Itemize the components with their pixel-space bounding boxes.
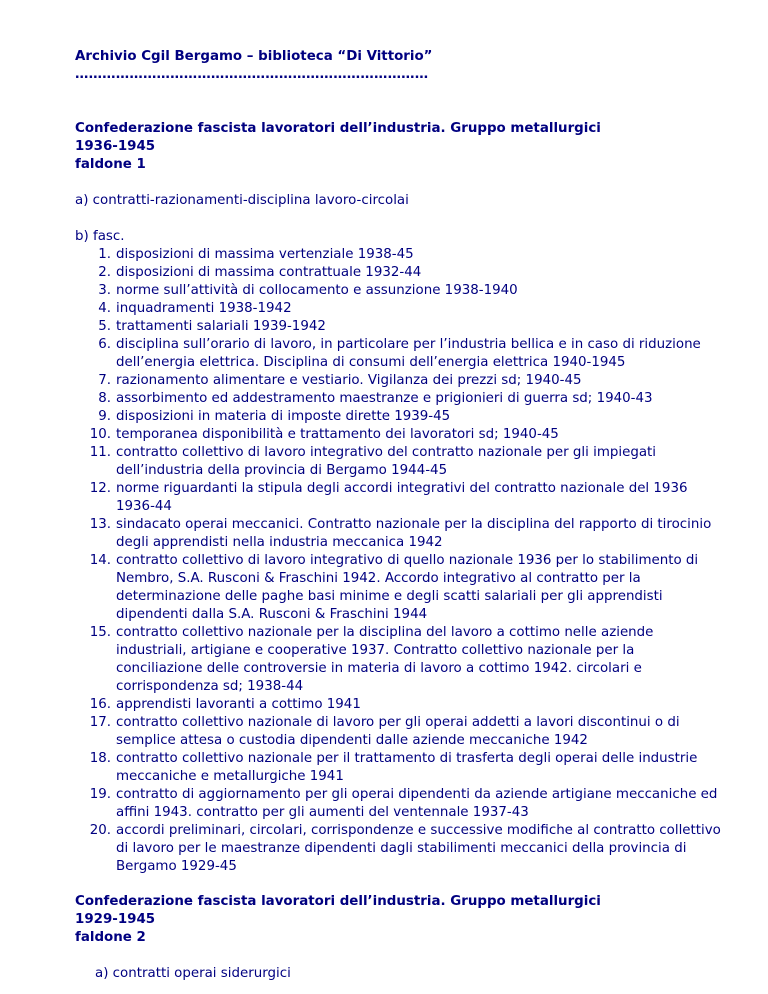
- section-title: Confederazione fascista lavoratori dell’industria. Gruppo metallurgici: [75, 121, 601, 136]
- list-item-text: contratto collettivo di lavoro integrativo del contratto nazionale per gli impiegati: [116, 445, 657, 460]
- list-item-number: 3.: [98, 283, 111, 298]
- list-item-text: degli apprendisti nella industria meccanica 1942: [116, 535, 443, 550]
- list-item: [75, 318, 735, 336]
- section-years: 1929-1945: [75, 912, 156, 927]
- list-item-number: 4.: [98, 301, 111, 316]
- list-item-text: trattamenti salariali 1939-1942: [116, 319, 326, 334]
- list-item-text: inquadramenti 1938-1942: [116, 301, 292, 316]
- list-item: [75, 336, 735, 372]
- archive-title: Archivio Cgil Bergamo – biblioteca “Di Vittorio”: [75, 49, 433, 64]
- list-item-text: norme riguardanti la stipula degli accordi integrativi del contratto nazionale del 1936: [116, 481, 688, 496]
- list-item-text: disposizioni in materia di imposte dirette 1939-45: [116, 409, 451, 424]
- list-item-number: 11.: [89, 445, 111, 460]
- list-item-text: assorbimento ed addestramento maestranze e prigionieri di guerra sd; 1940-43: [116, 391, 653, 406]
- list-item-number: 6.: [98, 337, 111, 352]
- list-item: [75, 390, 735, 408]
- item-a: a) contratti-razionamenti-disciplina lavoro-circolai: [75, 193, 409, 208]
- list-item: [75, 516, 735, 552]
- list-item-number: 19.: [89, 787, 111, 802]
- item-b: b) fasc.: [75, 229, 125, 244]
- list-item-number: 7.: [98, 373, 111, 388]
- list-item-number: 13.: [89, 517, 111, 532]
- list-item-text: disposizioni di massima vertenziale 1938-45: [116, 247, 414, 262]
- section-faldone-2: [75, 893, 735, 983]
- list-item-text: norme sull’attività di collocamento e assunzione 1938-1940: [116, 283, 518, 298]
- list-item-text: di lavoro per le maestranze dipendenti dagli stabilimenti meccanici della provincia di: [116, 841, 687, 856]
- section-title: Confederazione fascista lavoratori dell’industria. Gruppo metallurgici: [75, 894, 601, 909]
- list-item-text: meccaniche e metallurgiche 1941: [116, 769, 344, 784]
- list-item-text: corrispondenza sd; 1938-44: [116, 679, 304, 694]
- list-item-text: razionamento alimentare e vestiario. Vigilanza dei prezzi sd; 1940-45: [116, 373, 582, 388]
- list-item: [75, 372, 735, 390]
- list-item-text: accordi preliminari, circolari, corrispondenze e successive modifiche al contratto collettivo: [116, 823, 721, 838]
- list-item-text: industriali, artigiane e cooperative 1937. Contratto collettivo nazionale per la: [116, 643, 635, 658]
- list-item-number: 18.: [89, 751, 111, 766]
- list-item: [75, 822, 735, 876]
- list-item-text: sindacato operai meccanici. Contratto nazionale per la disciplina del rapporto di tirocinio: [116, 517, 712, 532]
- list-item-number: 17.: [89, 715, 111, 730]
- list-item-text: affini 1943. contratto per gli aumenti del ventennale 1937-43: [116, 805, 529, 820]
- list-item-text: Nembro, S.A. Rusconi & Fraschini 1942. Accordo integrativo al contratto per la: [116, 571, 641, 586]
- list-item-text: dell’industria della provincia di Bergamo 1944-45: [116, 463, 448, 478]
- list-item-text: contratto collettivo nazionale per la disciplina del lavoro a cottimo nelle aziende: [116, 625, 654, 640]
- list-item-number: 9.: [98, 409, 111, 424]
- list-item: [75, 624, 735, 696]
- list-item: [75, 426, 735, 444]
- list-item-text: Bergamo 1929-45: [116, 859, 237, 874]
- list-item-text: determinazione delle paghe basi minime e degli scatti salariali per gli apprendisti: [116, 589, 663, 604]
- list-item: [75, 552, 735, 624]
- fascicle-list: [75, 246, 735, 876]
- list-item: [75, 282, 735, 300]
- list-item: [75, 714, 735, 750]
- list-item: [75, 246, 735, 264]
- list-item-number: 1.: [98, 247, 111, 262]
- list-item-number: 16.: [89, 697, 111, 712]
- list-item-text: disposizioni di massima contrattuale 1932-44: [116, 265, 422, 280]
- section-years: 1936-1945: [75, 139, 156, 154]
- list-item-text: dell’energia elettrica. Disciplina di consumi dell’energia elettrica 1940-1945: [116, 355, 626, 370]
- list-item-number: 14.: [89, 553, 111, 568]
- list-item: [75, 408, 735, 426]
- document-page: [75, 48, 735, 983]
- list-item: [75, 696, 735, 714]
- list-item: [75, 480, 735, 516]
- list-item-number: 2.: [98, 265, 111, 280]
- list-item-text: 1936-44: [116, 499, 172, 514]
- list-item-number: 10.: [89, 427, 111, 442]
- list-item-number: 8.: [98, 391, 111, 406]
- section-faldone: faldone 2: [75, 930, 146, 945]
- list-item-number: 20.: [89, 823, 111, 838]
- list-item: [75, 444, 735, 480]
- list-item-text: temporanea disponibilità e trattamento dei lavoratori sd; 1940-45: [116, 427, 559, 442]
- list-item-text: conciliazione delle controversie in materia di lavoro a cottimo 1942. circolari e: [116, 661, 642, 676]
- list-item-text: contratto collettivo nazionale per il trattamento di trasferta degli operai delle industrie: [116, 751, 698, 766]
- list-item: [75, 786, 735, 822]
- list-item-text: contratto collettivo di lavoro integrativo di quello nazionale 1936 per lo stabilimento di: [116, 553, 699, 568]
- list-item: [75, 300, 735, 318]
- list-item-number: 12.: [89, 481, 111, 496]
- list-item: [75, 264, 735, 282]
- list-item-text: disciplina sull’orario di lavoro, in particolare per l’industria bellica e in caso di riduzione: [116, 337, 701, 352]
- list-item-number: 5.: [98, 319, 111, 334]
- list-item-text: apprendisti lavoranti a cottimo 1941: [116, 697, 361, 712]
- list-item: [75, 750, 735, 786]
- dotted-separator: ……………………………………………………………………: [75, 67, 429, 82]
- section-faldone-1: [75, 120, 735, 876]
- list-item-text: contratto collettivo nazionale di lavoro per gli operai addetti a lavori discontinui o di: [116, 715, 680, 730]
- list-item-text: contratto di aggiornamento per gli operai dipendenti da aziende artigiane meccaniche ed: [116, 787, 718, 802]
- list-item-number: 15.: [89, 625, 111, 640]
- list-item-text: dipendenti dalla S.A. Rusconi & Fraschini 1944: [116, 607, 428, 622]
- section-faldone: faldone 1: [75, 157, 146, 172]
- list-item-text: semplice attesa o custodia dipendenti dalle aziende meccaniche 1942: [116, 733, 588, 748]
- item-a: a) contratti operai siderurgici: [95, 966, 291, 981]
